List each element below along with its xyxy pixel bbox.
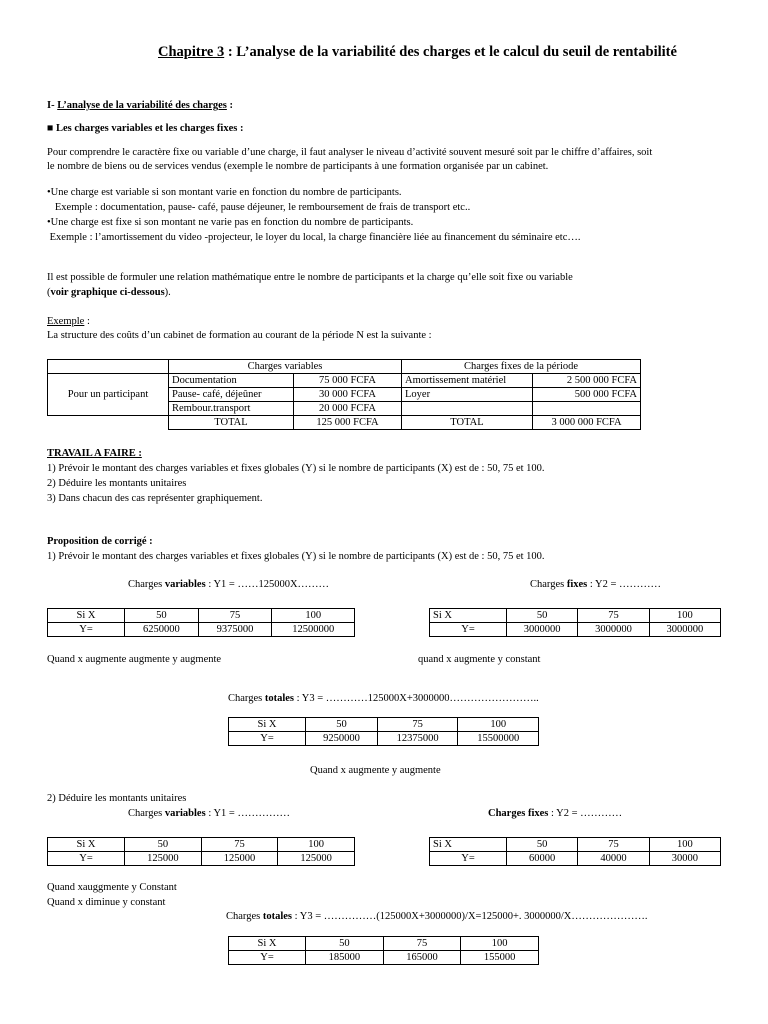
- table-cell: 40000: [578, 852, 649, 866]
- chapter-number: Chapitre 3: [158, 44, 225, 60]
- section-suffix: :: [226, 100, 233, 111]
- table-tot2: [228, 936, 539, 965]
- section-prefix: I-: [47, 100, 58, 111]
- formula-text: : Y1 = ……………: [205, 808, 290, 819]
- travail-item-2: 2) Déduire les montants unitaires: [47, 478, 187, 489]
- table-cell: Y=: [229, 951, 306, 965]
- table-fix1: [429, 608, 721, 637]
- formula-text: : Y3 = …………125000X+3000000……………………..: [294, 693, 539, 704]
- table-cell: Si X: [48, 609, 125, 623]
- formula-text: : Y2 = …………: [548, 808, 623, 819]
- table-cell: 100: [649, 609, 720, 623]
- table-cell: 125000: [125, 852, 202, 866]
- formula-text: : Y1 = ……125000X………: [205, 579, 330, 590]
- cost-total-label: TOTAL: [402, 416, 533, 430]
- note-var2-b: Quand x diminue y constant: [47, 897, 166, 908]
- table-cell: 9250000: [306, 732, 378, 746]
- section-title: L’analyse de la variabilité des charges: [57, 100, 227, 111]
- table-cell: 165000: [383, 951, 461, 965]
- table-cell: Documentation: [169, 374, 294, 388]
- table-cell: [402, 402, 533, 416]
- table-cell: 75: [377, 718, 458, 732]
- travail-title: TRAVAIL A FAIRE :: [47, 448, 142, 459]
- table-cell: 12500000: [272, 623, 355, 637]
- table-var1: [47, 608, 355, 637]
- table-cell: 6250000: [125, 623, 199, 637]
- cost-table-var-header: Charges variables: [169, 360, 402, 374]
- table-cell: 15500000: [458, 732, 539, 746]
- note-fix1: quand x augmente y constant: [418, 654, 541, 665]
- bullet-line-4: Exemple : l’amortissement du video -projecteur, le loyer du local, la charge financière liée au financement du séminaire etc….: [47, 232, 581, 243]
- formula-fix2: [488, 808, 622, 819]
- corrige-title: Proposition de corrigé :: [47, 536, 153, 547]
- formula-fix1: [530, 579, 661, 590]
- table-tot1: [228, 717, 539, 746]
- table-cell: 100: [461, 937, 539, 951]
- formula-text: Charges: [226, 911, 263, 922]
- table-cell: 3000000: [507, 623, 578, 637]
- table-cell: 100: [272, 609, 355, 623]
- formula-tot2: [226, 911, 648, 922]
- section-heading: [47, 100, 233, 111]
- intro-line-1: Pour comprendre le caractère fixe ou variable d’une charge, il faut analyser le niveau d’activité souvent mesuré soit par le chiffre d’affaires, soit: [47, 147, 653, 158]
- relation-line-1: Il est possible de formuler une relation mathématique entre le nombre de participants et la charge qu’elle soit fixe ou variable: [47, 272, 573, 283]
- subsection-heading: ■ Les charges variables et les charges fixes :: [47, 123, 244, 134]
- table-cell: 12375000: [377, 732, 458, 746]
- table-cell: Y=: [430, 623, 507, 637]
- table-cell: Rembour.transport: [169, 402, 294, 416]
- example-text: La structure des coûts d’un cabinet de formation au courant de la période N est la suivante :: [47, 330, 432, 341]
- cost-total-label: TOTAL: [169, 416, 294, 430]
- table-cell: 100: [649, 838, 720, 852]
- table-cell: [533, 402, 641, 416]
- formula-var2: [128, 808, 290, 819]
- cost-total-var: 125 000 FCFA: [294, 416, 402, 430]
- table-cell: 20 000 FCFA: [294, 402, 402, 416]
- table-cell: 500 000 FCFA: [533, 388, 641, 402]
- formula-text: Charges: [128, 808, 165, 819]
- formula-bold: fixes: [566, 579, 588, 590]
- formula-bold: totales: [264, 693, 295, 704]
- cost-table-row-label: Pour un participant: [48, 374, 169, 416]
- table-cell: 50: [507, 838, 578, 852]
- corrige-q2: 2) Déduire les montants unitaires: [47, 793, 187, 804]
- page-title: [158, 44, 677, 61]
- table-cell: 50: [507, 609, 578, 623]
- graph-reference: voir graphique ci-dessous: [50, 287, 165, 298]
- note-var2-a: Quand xauggmente y Constant: [47, 882, 177, 893]
- example-colon: :: [84, 316, 90, 327]
- formula-text: Charges: [128, 579, 165, 590]
- table-cell: 50: [306, 718, 378, 732]
- table-cell: 50: [125, 609, 199, 623]
- relation-line-2: (voir graphique ci-dessous).: [47, 287, 171, 298]
- formula-tot1: [228, 693, 539, 704]
- table-cell: Y=: [48, 623, 125, 637]
- table-cell: 75: [201, 838, 278, 852]
- corrige-q1: 1) Prévoir le montant des charges variables et fixes globales (Y) si le nombre de participants (X) est de : 50, 75 et 100.: [47, 551, 545, 562]
- table-cell: 75: [578, 838, 649, 852]
- table-cell: 50: [306, 937, 384, 951]
- note-tot1: Quand x augmente y augmente: [310, 765, 441, 776]
- table-cell: 60000: [507, 852, 578, 866]
- table-var2: [47, 837, 355, 866]
- formula-text: Charges: [530, 579, 567, 590]
- table-cell: 50: [125, 838, 202, 852]
- formula-bold: Charges fixes: [488, 808, 549, 819]
- table-cell: 155000: [461, 951, 539, 965]
- table-cell: 75 000 FCFA: [294, 374, 402, 388]
- bullet-line-3: •Une charge est fixe si son montant ne varie pas en fonction du nombre de participants.: [47, 217, 414, 228]
- table-cell-empty: [48, 416, 169, 430]
- formula-var1: [128, 579, 329, 590]
- table-cell: Y=: [229, 732, 306, 746]
- formula-text: Charges: [228, 693, 265, 704]
- table-cell: Si X: [229, 718, 306, 732]
- table-cell: Y=: [48, 852, 125, 866]
- table-cell: 3000000: [578, 623, 649, 637]
- table-cell: Pause- café, déjeûner: [169, 388, 294, 402]
- formula-text: : Y3 = ……………(125000X+3000000)/X=125000+. 3000000/X………………….: [292, 911, 648, 922]
- bullet-line-2: Exemple : documentation, pause- café, pause déjeuner, le remboursement de frais de transport etc..: [47, 202, 471, 213]
- example-label-line: [47, 316, 90, 327]
- table-cell: Si X: [430, 838, 507, 852]
- table-cell: 2 500 000 FCFA: [533, 374, 641, 388]
- cost-table-fix-header: Charges fixes de la période: [402, 360, 641, 374]
- table-cell: 3000000: [649, 623, 720, 637]
- formula-bold: totales: [262, 911, 293, 922]
- example-label: Exemple: [47, 316, 85, 327]
- title-separator: :: [224, 44, 237, 60]
- table-cell: 9375000: [198, 623, 272, 637]
- table-cell: Y=: [430, 852, 507, 866]
- bullet-line-1: •Une charge est variable si son montant varie en fonction du nombre de participants.: [47, 187, 402, 198]
- table-cell: 125000: [201, 852, 278, 866]
- table-fix2: [429, 837, 721, 866]
- formula-bold: variables: [164, 579, 206, 590]
- table-cell: 75: [383, 937, 461, 951]
- table-cell: 75: [578, 609, 649, 623]
- table-cell: 125000: [278, 852, 355, 866]
- table-cell: 100: [458, 718, 539, 732]
- cost-structure-table: [47, 359, 641, 430]
- table-cell: Si X: [229, 937, 306, 951]
- table-cell: Amortissement matériel: [402, 374, 533, 388]
- table-cell: 30 000 FCFA: [294, 388, 402, 402]
- table-cell: Si X: [430, 609, 507, 623]
- chapter-title: L’analyse de la variabilité des charges et le calcul du seuil de rentabilité: [236, 44, 677, 60]
- table-cell: 30000: [649, 852, 720, 866]
- intro-line-2: le nombre de biens ou de services vendus (exemple le nombre de participants à une formation organisée par un cabinet.: [47, 161, 549, 172]
- cost-table-corner: [48, 360, 169, 374]
- table-cell: 75: [198, 609, 272, 623]
- formula-bold: variables: [164, 808, 206, 819]
- table-cell: Si X: [48, 838, 125, 852]
- table-cell: Loyer: [402, 388, 533, 402]
- travail-item-1: 1) Prévoir le montant des charges variables et fixes globales (Y) si le nombre de participants (X) est de : 50, 75 et 100.: [47, 463, 545, 474]
- travail-item-3: 3) Dans chacun des cas représenter graphiquement.: [47, 493, 263, 504]
- cost-total-fix: 3 000 000 FCFA: [533, 416, 641, 430]
- note-var1: Quand x augmente augmente y augmente: [47, 654, 222, 665]
- table-cell: 185000: [306, 951, 384, 965]
- table-cell: 100: [278, 838, 355, 852]
- formula-text: : Y2 = …………: [587, 579, 662, 590]
